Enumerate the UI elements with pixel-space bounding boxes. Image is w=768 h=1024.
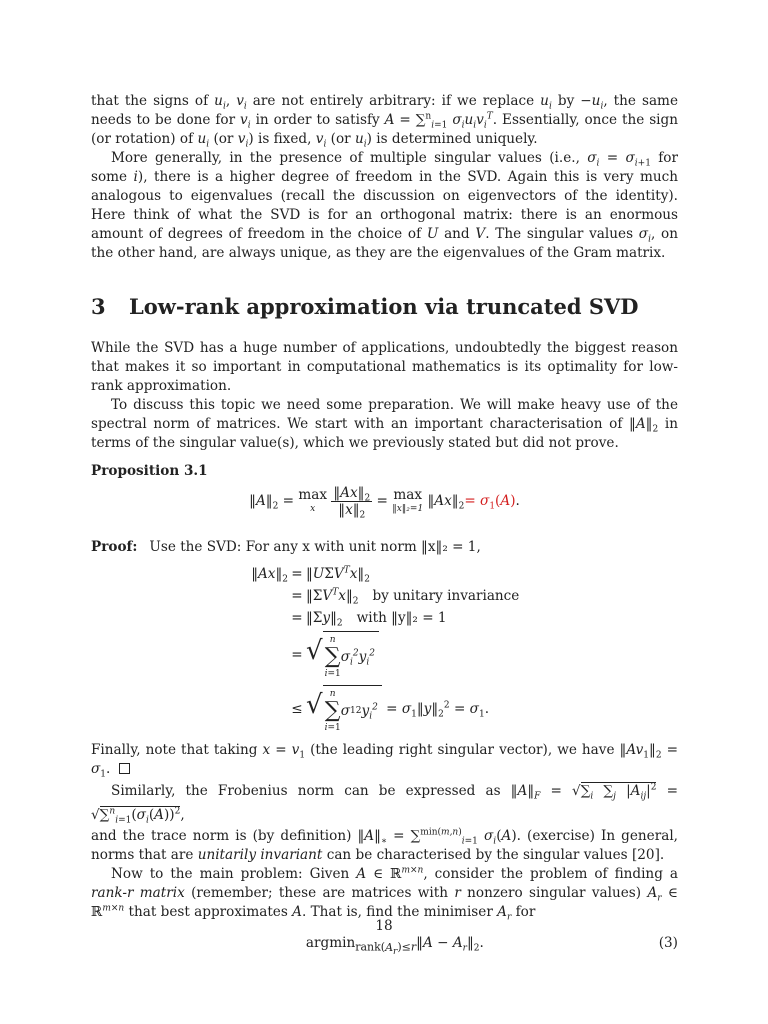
paragraph-multiple-singular-values: More generally, in the presence of multiple singular values (i.e., $\sigma_i = \sigma_{i+1}$ for some i), there is a higher degree of freedom in the SVD. Again this is very much analogous to eigenvalues (recall the discussion on eigenvectors of the identity). Here think of what the SVD is for an orthogonal matrix: there is an enormous amount of degrees of freedom in the choice of U and V. The singular values $\sigma_i$, on the other hand, are always unique, as they are the eigenvalues of the Gram matrix. xyxy=(91,150,678,261)
page-number: 18 xyxy=(375,918,393,934)
qed-icon xyxy=(119,763,130,774)
paragraph-intro: While the SVD has a huge number of applications, undoubtedly the biggest reason that makes it so important in computational mathematics is its optimality for low-rank approximation. xyxy=(91,340,678,394)
section-number: 3 xyxy=(91,294,106,319)
paragraph-main-problem: Now to the main problem: Given A ∈ ℝ$^{m\times n}$, consider the problem of finding a rank-r matrix (remember; these are matrices with r nonzero singular values) $A_r$ ∈ ℝ$^{m\times n}$ that best approximates A. That is, find the minimiser $A_r$ for xyxy=(91,865,678,923)
derivation-row: = $‖\Sigma V^Tx‖_2$ by unitary invariance xyxy=(246,585,678,607)
paragraph-trace-norm: and the trace norm is (by definition) $‖A‖_∗ = \sum^{min(m,n)}_{i=1}$ $\sigma_i(A)$. (exercise) In general, norms that are unitarily invariant can be characterised by the singular values [20]. xyxy=(91,827,678,863)
proof-intro xyxy=(91,538,678,557)
derivation-row: $‖Ax‖_2$ = $‖U\Sigma V^Tx‖_2$ xyxy=(251,565,370,585)
proof-derivation xyxy=(246,563,678,737)
paragraph-signs: that the signs of $u_i$, $v_i$ are not entirely arbitrary: if we replace $u_i$ by $-u_i$, the same needs to be done for $v_i$ in order to satisfy A = ∑$^n_{i=1}$ $\sigma_iu_iv_i^T$. Essentially, once the sign (or rotation) of $u_i$ (or $v_i$) is fixed, $v_i$ (or $u_i$) is determined uniquely. xyxy=(91,93,678,150)
section-title: Low-rank approximation via truncated SVD xyxy=(129,294,639,319)
proposition-equation: $‖A‖_2 = \max$ x $\frac{‖Ax‖_2}{‖x‖_2}$ = max ‖x‖₂=1 $‖Ax‖_2= \sigma_1(A)$. xyxy=(249,485,520,521)
derivation-note: with ‖y‖₂ = 1 xyxy=(356,610,447,626)
paragraph-frobenius: Similarly, the Frobenius norm can be expressed as $‖A‖_F = √\sum_i$ $\sum_j$ $|A_{ij}|^2 = √\sum^n_{i=1}(\sigma_i(A))^2$, xyxy=(91,782,679,826)
proof-intro-text: Use the SVD: For any x with unit norm ‖x‖₂ = 1, xyxy=(149,539,481,555)
derivation-note: by unitary invariance xyxy=(372,588,520,604)
equation-3: argmin$_{rank(A_r)\le r}$‖A − $A_r‖_2$. (3) xyxy=(91,932,678,954)
derivation-row: ≤ √ n ∑ i=1 σ 1 2 $y_i^2$ = $\sigma_1‖y‖_2^2 = \sigma_1$. xyxy=(246,681,678,737)
section-heading xyxy=(91,294,678,320)
paragraph-finally: Finally, note that taking $x = v_1$ (the leading right singular vector), we have $‖Av_1‖_2 = \sigma_1$. xyxy=(91,742,678,780)
equation-number: (3) xyxy=(658,935,678,951)
derivation-row: = $‖\Sigma y‖_2$ with ‖y‖₂ = 1 xyxy=(246,607,678,629)
derivation-row: = √ n ∑ i=1 $\sigma_i^2y_i^2$ xyxy=(246,629,678,681)
page-body xyxy=(91,92,679,957)
proposition-title: Proposition 3.1 xyxy=(91,463,208,479)
proof-label: Proof: xyxy=(91,539,138,555)
paragraph-preparation: To discuss this topic we need some preparation. We will make heavy use of the spectral norm of matrices. We start with an important characterisation of $‖A‖_2$ in terms of the singular value(s), which we previously stated but did not prove. xyxy=(91,397,678,451)
